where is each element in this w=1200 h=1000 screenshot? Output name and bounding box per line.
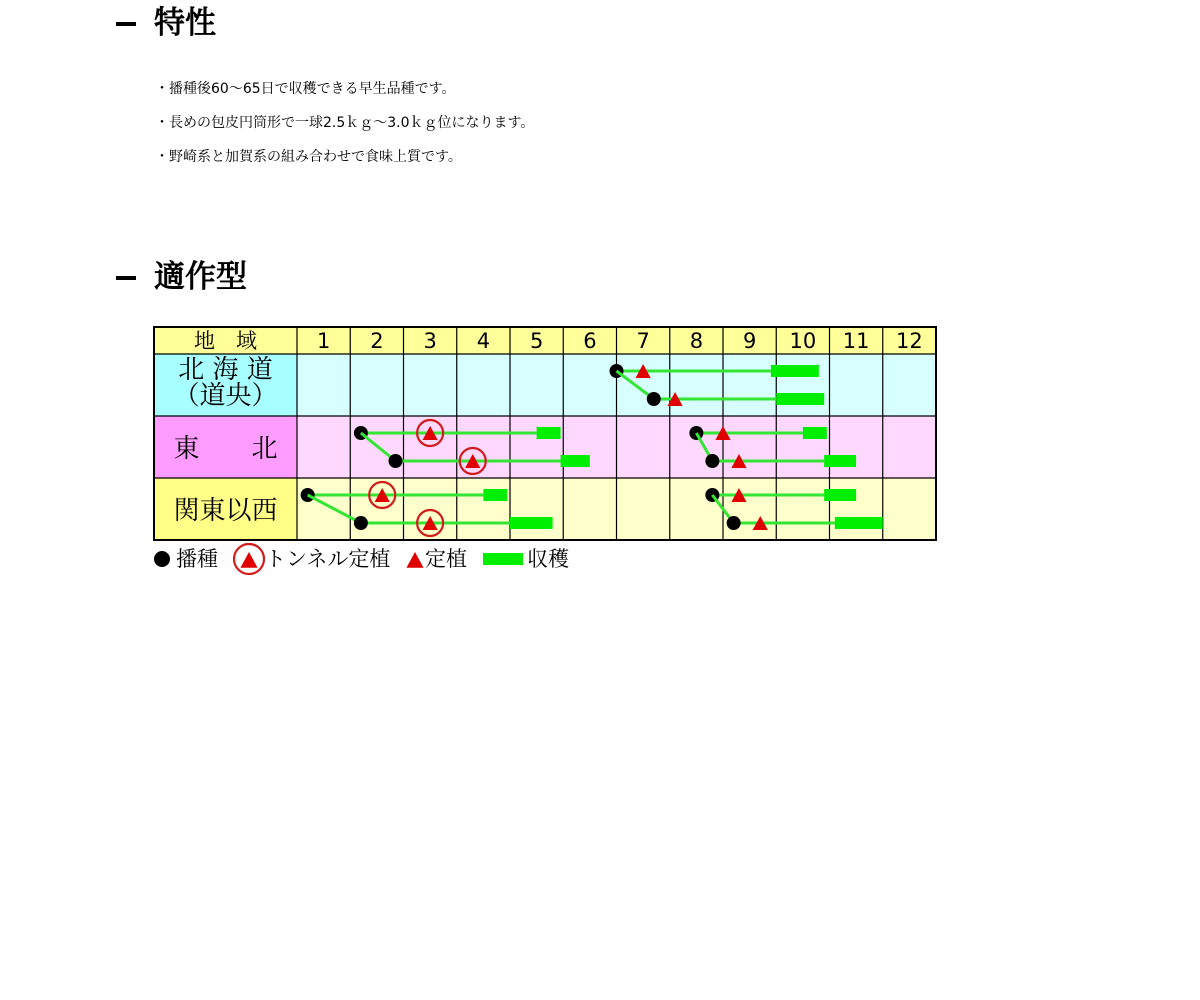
heading-dash-icon (116, 22, 136, 26)
month-tick-label: 8 (689, 329, 704, 353)
harvest-bar (824, 455, 856, 467)
region-label: 東 北 (173, 434, 278, 464)
legend-harvest-bar (483, 553, 523, 565)
harvest-bar (803, 427, 827, 439)
legend-label: 播種 (176, 547, 218, 571)
region-label: 関東以西 (173, 496, 278, 526)
sowing-dot (354, 516, 368, 530)
region-label: （道央） (173, 381, 278, 411)
region-header-label: 地 域 (194, 329, 257, 353)
sowing-dot (705, 454, 719, 468)
month-tick-label: 9 (742, 329, 757, 353)
characteristics-heading (116, 5, 216, 41)
characteristics-title: 特性 (154, 5, 216, 41)
month-tick-label: 12 (896, 329, 923, 353)
month-tick-label: 3 (423, 329, 437, 353)
sowing-dot (727, 516, 741, 530)
cropping-type-title: 適作型 (154, 259, 247, 295)
sowing-dot (647, 392, 661, 406)
feature-item: ・野崎系と加賀系の組み合わせで食味上質です。 (155, 149, 462, 165)
legend-label: 定植 (425, 547, 467, 571)
cropping-schedule-chart (150, 322, 950, 587)
legend-label: 収穫 (527, 547, 569, 571)
month-tick-label: 7 (636, 329, 650, 353)
legend-sowing-dot (154, 551, 170, 567)
legend-tunnel-triangle (240, 552, 257, 568)
harvest-bar (771, 365, 819, 377)
harvest-bar (824, 489, 856, 501)
feature-item: ・長めの包皮円筒形で一球2.5ｋｇ～3.0ｋｇ位になります。 (155, 115, 535, 131)
feature-item: ・播種後60～65日で収穫できる早生品種です。 (155, 81, 456, 97)
region-label: 北 海 道 (178, 355, 273, 385)
sowing-dot (389, 454, 403, 468)
legend-planting-triangle (406, 552, 423, 568)
header-row-bg (154, 327, 936, 354)
month-tick-label: 6 (583, 329, 597, 353)
month-tick-label: 10 (789, 329, 817, 353)
harvest-bar (835, 517, 883, 529)
heading-dash-icon (116, 276, 136, 280)
month-tick-label: 1 (316, 329, 331, 353)
harvest-bar (776, 393, 824, 405)
feature-list (155, 78, 534, 180)
harvest-bar (510, 517, 553, 529)
month-tick-label: 2 (370, 329, 384, 353)
month-tick-label: 4 (476, 329, 491, 353)
harvest-bar (561, 455, 590, 467)
month-tick-label: 5 (529, 329, 544, 353)
harvest-bar (483, 489, 507, 501)
legend-label: トンネル定植 (265, 547, 391, 571)
month-tick-label: 11 (842, 329, 870, 353)
cropping-type-heading (116, 259, 247, 295)
harvest-bar (537, 427, 561, 439)
